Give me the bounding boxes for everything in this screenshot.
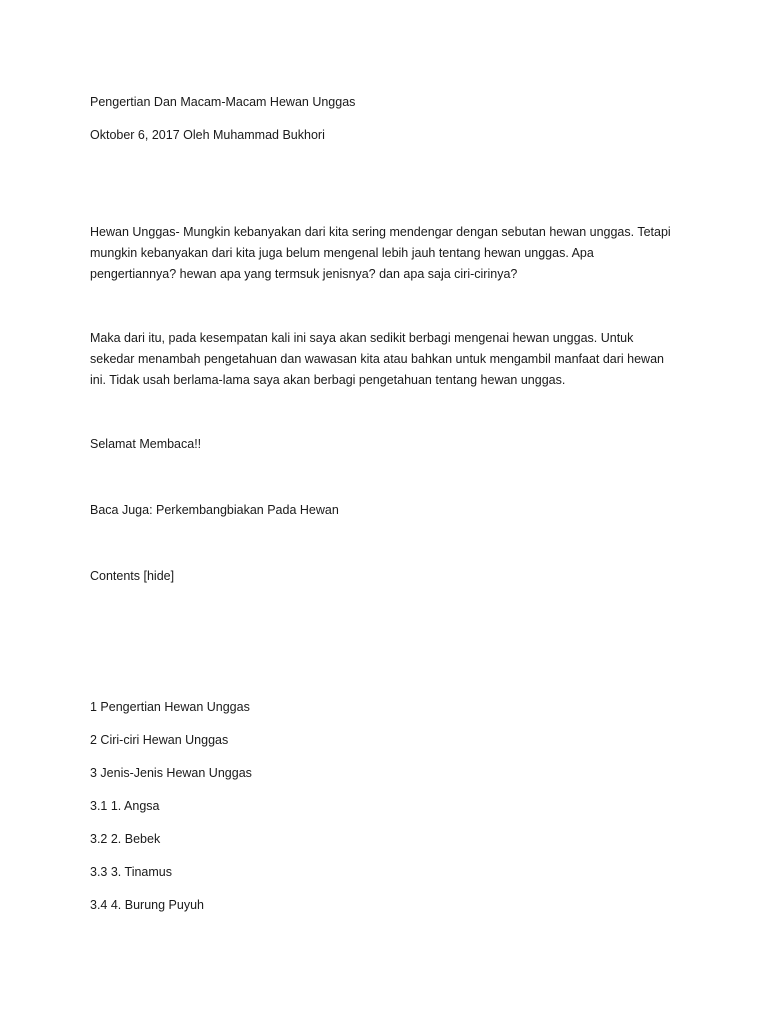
- contents-item-3-3[interactable]: 3.3 3. Tinamus: [90, 865, 172, 879]
- article-byline: Oktober 6, 2017 Oleh Muhammad Bukhori: [90, 128, 325, 142]
- article-title: Pengertian Dan Macam-Macam Hewan Unggas: [90, 95, 356, 109]
- contents-item-3-1[interactable]: 3.1 1. Angsa: [90, 799, 160, 813]
- contents-heading[interactable]: Contents [hide]: [90, 569, 175, 583]
- contents-item-3-2[interactable]: 3.2 2. Bebek: [90, 832, 161, 846]
- purpose-paragraph: Maka dari itu, pada kesempatan kali ini saya akan sedikit berbagi mengenai hewan unggas. Untuk sekedar menambah pengetahuan dan wawasan kita atau bahkan untuk mengambil manfaat dari hewan ini. Tidak usah berlama-lama saya akan berbagi pengetahuan tentang hewan unggas.: [90, 331, 664, 387]
- contents-item-3-4[interactable]: 3.4 4. Burung Puyuh: [90, 898, 204, 912]
- contents-item-2[interactable]: 2 Ciri-ciri Hewan Unggas: [90, 733, 229, 747]
- greeting-text: Selamat Membaca!!: [90, 437, 202, 451]
- contents-item-3[interactable]: 3 Jenis-Jenis Hewan Unggas: [90, 766, 252, 780]
- contents-item-1[interactable]: 1 Pengertian Hewan Unggas: [90, 700, 250, 714]
- intro-paragraph: Hewan Unggas- Mungkin kebanyakan dari kita sering mendengar dengan sebutan hewan unggas. Tetapi mungkin kebanyakan dari kita juga belum mengenal lebih jauh tentang hewan unggas. Apa pengertiannya? hewan apa yang termsuk jenisnya? dan apa saja ciri-cirinya?: [90, 225, 671, 281]
- see-also-link[interactable]: Baca Juga: Perkembangbiakan Pada Hewan: [90, 503, 339, 517]
